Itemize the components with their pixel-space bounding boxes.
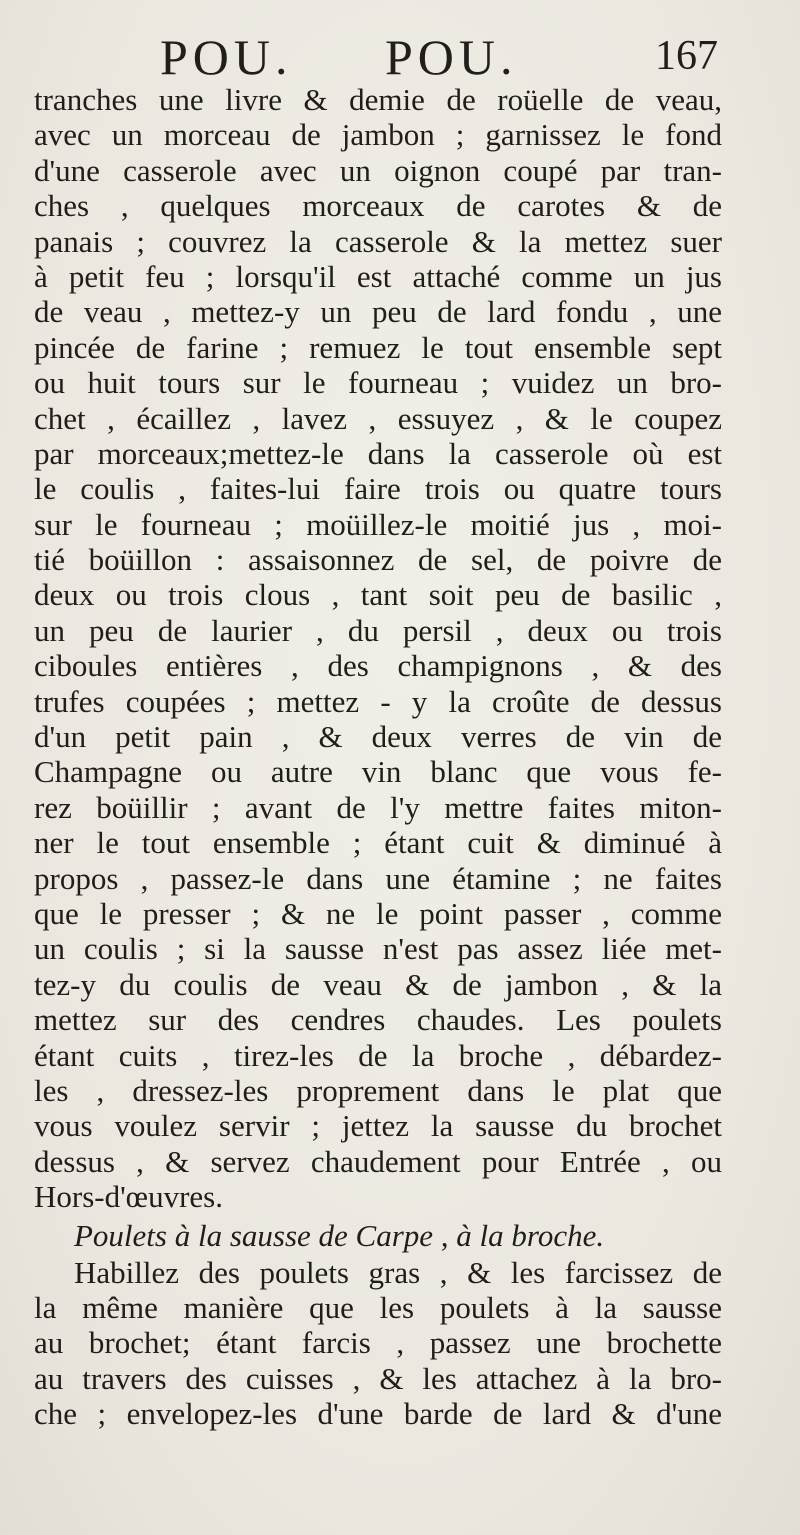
paragraph-line: dessus , & servez chaudement pour Entrée , ou — [34, 1143, 722, 1179]
paragraph-line: tez-y du coulis de veau & de jambon , & la — [34, 966, 722, 1002]
paragraph-line: au brochet; étant farcis , passez une brochette — [34, 1325, 722, 1361]
paragraph-line: au travers des cuisses , & les attachez à la bro- — [34, 1360, 722, 1396]
paragraph-line: panais ; couvrez la casserole & la mettez suer — [34, 223, 722, 259]
page-body — [34, 82, 722, 1431]
paragraph-line: rez boüillir ; avant de l'y mettre faites miton- — [34, 789, 722, 825]
running-header — [0, 20, 800, 90]
paragraph-line: à petit feu ; lorsqu'il est attaché comme un jus — [34, 258, 722, 294]
paragraph-line: avec un morceau de jambon ; garnissez le fond — [34, 117, 722, 153]
paragraph-line: ciboules entières , des champignons , & des — [34, 648, 722, 684]
paragraph-line: mettez sur des cendres chaudes. Les poulets — [34, 1002, 722, 1038]
paragraph-line: propos , passez-le dans une étamine ; ne faites — [34, 860, 722, 896]
paragraph-line: trufes coupées ; mettez - y la croûte de dessus — [34, 683, 722, 719]
paragraph-line: tranches une livre & demie de roüelle de veau, — [34, 82, 722, 117]
paragraph-line: sur le fourneau ; moüillez-le moitié jus , moi- — [34, 506, 722, 542]
paragraph-line: deux ou trois clous , tant soit peu de basilic , — [34, 577, 722, 613]
paragraph-line: Habillez des poulets gras , & les farcissez de — [74, 1254, 722, 1290]
paragraph-line: un coulis ; si la sausse n'est pas assez liée met- — [34, 931, 722, 967]
paragraph-line: étant cuits , tirez-les de la broche , débardez- — [34, 1037, 722, 1073]
section-heading: Poulets à la sausse de Carpe , à la broche. — [74, 1217, 605, 1253]
paragraph-line: che ; envelopez-les d'une barde de lard & d'une — [34, 1396, 722, 1432]
paragraph-line: le coulis , faites-lui faire trois ou quatre tours — [34, 471, 722, 507]
paragraph-line: ches , quelques morceaux de carotes & de — [34, 188, 722, 224]
paragraph-line: d'une casserole avec un oignon coupé par tran- — [34, 152, 722, 188]
paragraph-line: ner le tout ensemble ; étant cuit & diminué à — [34, 825, 722, 861]
paragraph-line: que le presser ; & ne le point passer , comme — [34, 895, 722, 931]
paragraph-line: pincée de farine ; remuez le tout ensemble sept — [34, 329, 722, 365]
paragraph-line: Champagne ou autre vin blanc que vous fe- — [34, 754, 722, 790]
paragraph-line: chet , écaillez , lavez , essuyez , & le coupez — [34, 400, 722, 436]
page-number: 167 — [655, 33, 718, 79]
paragraph-line: un peu de laurier , du persil , deux ou trois — [34, 612, 722, 648]
paragraph-line: d'un petit pain , & deux verres de vin de — [34, 719, 722, 755]
paragraph-line: tié boüillon : assaisonnez de sel, de poivre de — [34, 542, 722, 578]
paragraph-line: de veau , mettez-y un peu de lard fondu , une — [34, 294, 722, 330]
paragraph-line: les , dressez-les proprement dans le plat que — [34, 1072, 722, 1108]
paragraph-line: vous voulez servir ; jettez la sausse du brochet — [34, 1108, 722, 1144]
header-word-left: POU. — [160, 29, 293, 85]
paragraph-line: Hors-d'œuvres. — [34, 1179, 223, 1215]
paragraph-line: la même manière que les poulets à la sausse — [34, 1289, 722, 1325]
paragraph-line: ou huit tours sur le fourneau ; vuidez un bro- — [34, 365, 722, 401]
paragraph-line: par morceaux;mettez-le dans la casserole où est — [34, 435, 722, 471]
header-word-right: POU. — [385, 29, 518, 85]
